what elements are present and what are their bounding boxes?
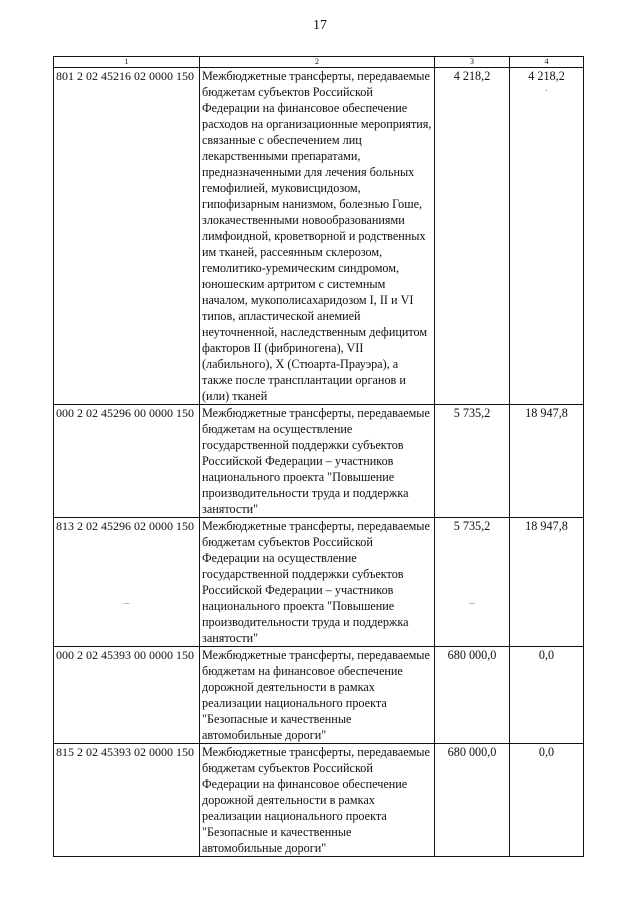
value-col4-cell: 18 947,8 <box>510 518 584 647</box>
budget-code-cell: 815 2 02 45393 02 0000 150 <box>54 744 200 857</box>
table-row <box>54 68 584 405</box>
description-cell: Межбюджетные трансферты, передаваемые бюджетам на осуществление государственной поддержки субъектов Российской Федерации – участников национального проекта "Повышение производительности труда и поддержка занятости" <box>200 405 435 518</box>
value-col3-text: 5 735,2 <box>453 519 491 533</box>
value-col4-cell: 18 947,8 <box>510 405 584 518</box>
budget-table <box>53 56 584 857</box>
column-header-4: 4 <box>510 57 584 68</box>
description-cell: Межбюджетные трансферты, передаваемые бюджетам на финансовое обеспечение дорожной деятельности в рамках реализации национального проекта "Безопасные и качественные автомобильные дороги" <box>200 647 435 744</box>
description-cell: Межбюджетные трансферты, передаваемые бюджетам субъектов Российской Федерации на финансовое обеспечение расходов на организационные мероприятия, связанные с обеспечением лиц лекарственными препаратами, предназначенными для лечения больных гемофилией, муковисцидозом, гипофизарным нанизмом, болезнью Гоше, злокачественными новообразованиями лимфоидной, кроветворной и родственных им тканей, рассеянным склерозом, гемолитико-уремическим синдромом, юношеским артритом с системным началом, мукополисахаридозом I, II и VI типов, апластической анемией неуточненной, наследственным дефицитом факторов II (фибриногена), VII (лабильного), X (Стюарта-Прауэра), а также после трансплантации органов и (или) тканей <box>200 68 435 405</box>
table-row <box>54 744 584 857</box>
value-col3-cell: 5 735,2 <box>435 405 510 518</box>
column-header-2: 2 <box>200 57 435 68</box>
column-header-3: 3 <box>435 57 510 68</box>
page-number: 17 <box>313 18 327 33</box>
value-col4-text: 4 218,2 <box>528 69 565 83</box>
budget-code-cell: 801 2 02 45216 02 0000 150 <box>54 68 200 405</box>
budget-code-cell: 000 2 02 45393 00 0000 150 <box>54 647 200 744</box>
table-row <box>54 405 584 518</box>
table-header-row <box>54 57 584 68</box>
description-cell: Межбюджетные трансферты, передаваемые бюджетам субъектов Российской Федерации на осуществление государственной поддержки субъектов Российской Федерации – участников национального проекта "Повышение производительности труда и поддержка занятости" <box>200 518 435 647</box>
value-col3-cell <box>435 518 510 647</box>
value-col3-cell: 4 218,2 <box>435 68 510 405</box>
budget-code-cell <box>54 518 200 647</box>
table-row <box>54 647 584 744</box>
budget-code-cell: 000 2 02 45296 00 0000 150 <box>54 405 200 518</box>
value-col4-cell: 0,0 <box>510 647 584 744</box>
scan-mark: · <box>544 85 549 97</box>
table-row <box>54 518 584 647</box>
value-col4-cell: 0,0 <box>510 744 584 857</box>
scan-mark: – <box>469 597 475 609</box>
scan-mark: – <box>123 597 130 609</box>
value-col3-cell: 680 000,0 <box>435 647 510 744</box>
value-col3-cell: 680 000,0 <box>435 744 510 857</box>
budget-code-text: 813 2 02 45296 02 0000 150 <box>56 519 194 533</box>
column-header-1: 1 <box>54 57 200 68</box>
description-cell: Межбюджетные трансферты, передаваемые бюджетам субъектов Российской Федерации на финансовое обеспечение дорожной деятельности в рамках реализации национального проекта "Безопасные и качественные автомобильные дороги" <box>200 744 435 857</box>
value-col4-cell <box>510 68 584 405</box>
